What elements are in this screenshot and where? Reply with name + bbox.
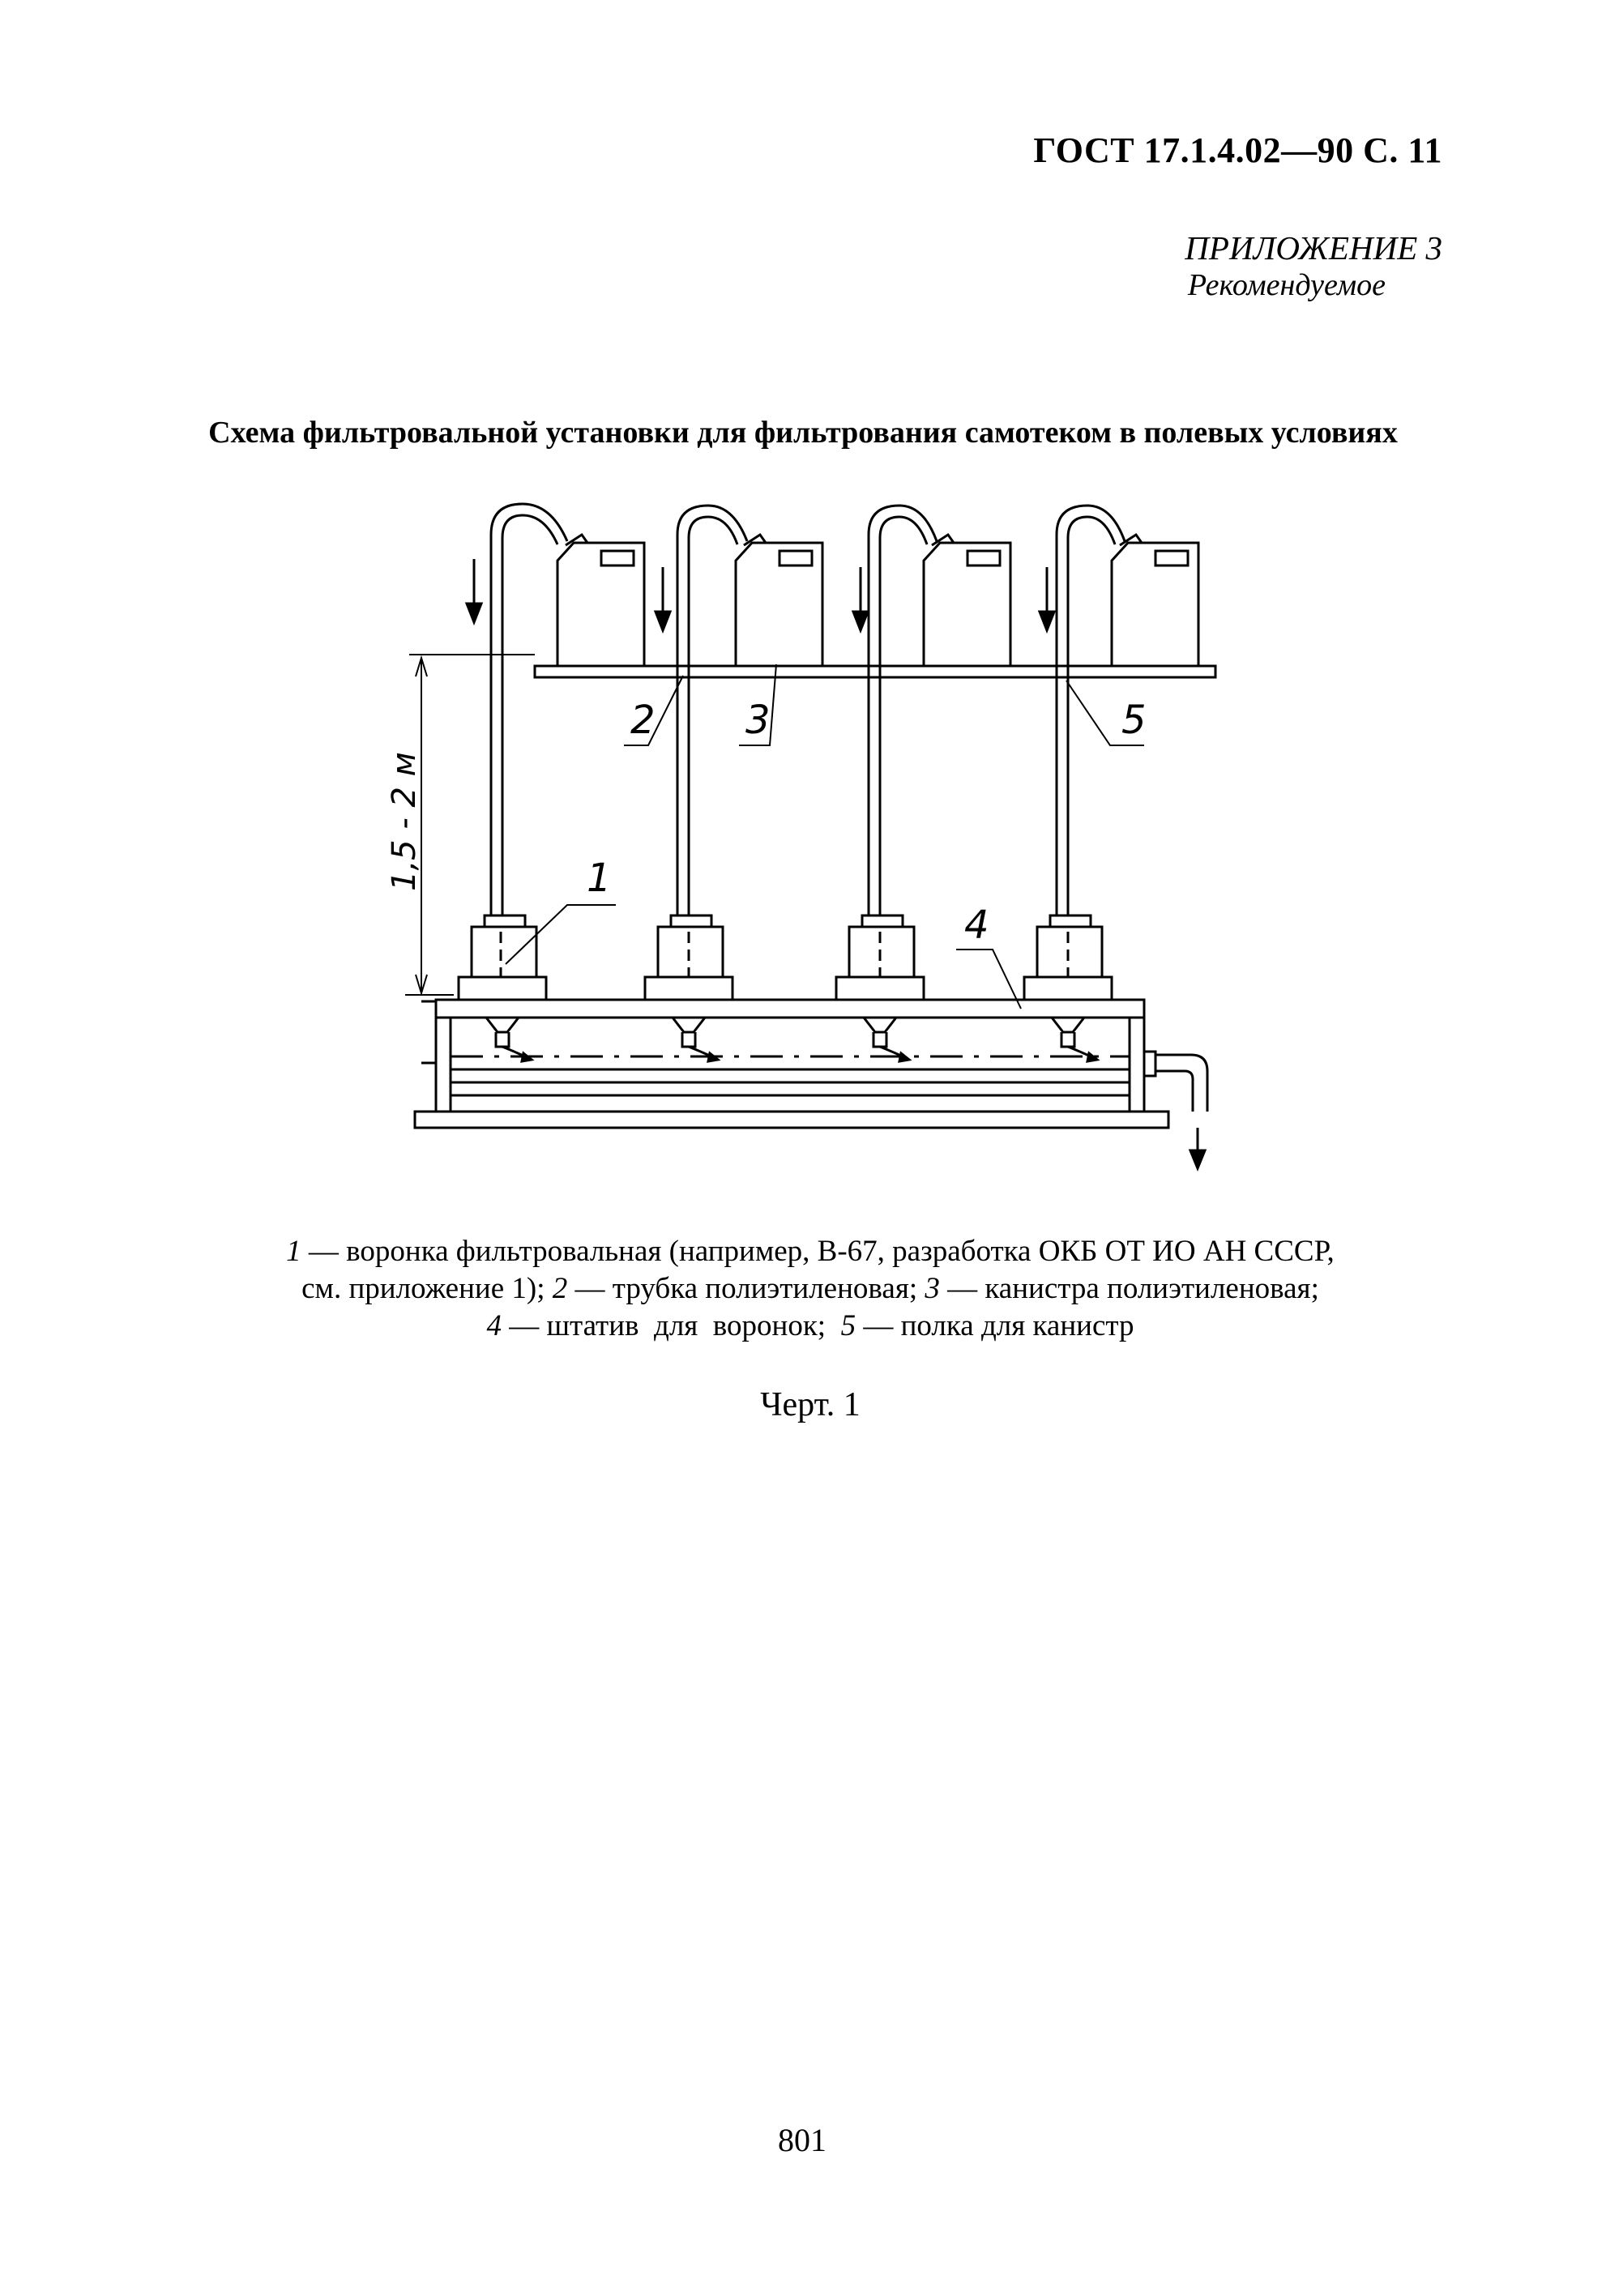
- legend-text: см. приложение 1);: [301, 1272, 553, 1305]
- legend-number: 3: [925, 1272, 940, 1305]
- callout-3: 3: [745, 698, 771, 743]
- callout-2: 2: [630, 698, 656, 743]
- funnel-4: [1024, 915, 1112, 1000]
- appendix-label: ПРИЛОЖЕНИЕ 3: [1185, 229, 1442, 267]
- tube-3: [869, 506, 937, 915]
- canister-4: [1112, 535, 1198, 666]
- funnel-stand: [415, 1000, 1168, 1128]
- dimension-label: 1,5 - 2 м: [386, 752, 423, 891]
- height-dimension: [386, 655, 535, 995]
- flow-arrows: [467, 559, 1054, 630]
- canister-1: [557, 535, 644, 666]
- callout-5: 5: [1121, 698, 1147, 743]
- callout-leaders: [506, 664, 1144, 1009]
- legend-number: 4: [486, 1309, 502, 1342]
- funnel-spouts: [486, 1018, 1097, 1061]
- legend-text: — штатив для воронок;: [501, 1309, 841, 1342]
- drawing-reference: Черт. 1: [760, 1386, 861, 1423]
- callout-1: 1: [587, 856, 612, 901]
- legend-line-1: [162, 1233, 1459, 1270]
- legend-number: 5: [840, 1309, 856, 1342]
- legend-text: — воронка фильтровальная (например, В-67, разработка ОКБ ОТ ИО АН СССР,: [301, 1235, 1335, 1268]
- legend-text: — трубка полиэтиленовая;: [567, 1272, 925, 1305]
- legend-text: — канистра полиэтиленовая;: [939, 1272, 1319, 1305]
- tube-4: [1057, 506, 1125, 915]
- tube-1: [491, 504, 567, 915]
- outlet-pipe: [1144, 1052, 1207, 1168]
- legend-line-2: [162, 1270, 1459, 1308]
- callout-4: 4: [964, 903, 989, 948]
- legend-line-3: [162, 1308, 1459, 1345]
- funnel-1: [459, 915, 546, 1000]
- document-header: ГОСТ 17.1.4.02—90 С. 11: [1033, 130, 1442, 170]
- legend-text: — полка для канистр: [856, 1309, 1134, 1342]
- funnel-3: [836, 915, 924, 1000]
- legend-number: 1: [286, 1235, 301, 1268]
- figure-legend: [162, 1233, 1459, 1345]
- canister-shelf: [535, 666, 1215, 677]
- canister-2: [736, 535, 822, 666]
- figure-title: Схема фильтровальной установки для фильтрования самотеком в полевых условиях: [208, 416, 1398, 450]
- funnel-2: [645, 915, 733, 1000]
- canister-3: [924, 535, 1010, 666]
- legend-number: 2: [552, 1272, 568, 1305]
- page-number: 801: [778, 2122, 826, 2158]
- appendix-status: Рекомендуемое: [1187, 268, 1386, 302]
